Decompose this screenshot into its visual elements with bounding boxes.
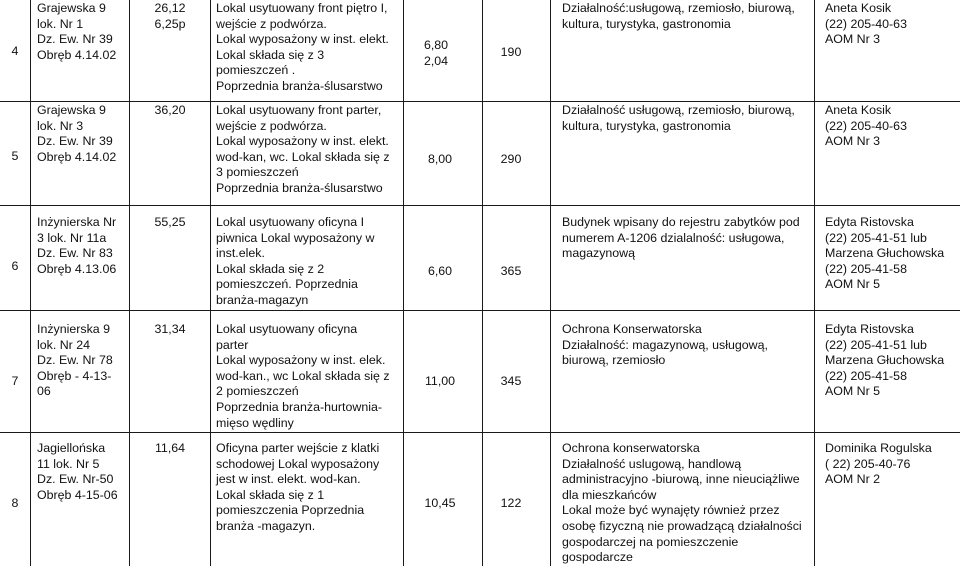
- area-cell: 11,64: [154, 441, 186, 455]
- row-number: 7: [11, 374, 19, 388]
- row-divider: [0, 205, 960, 206]
- column-divider: [30, 0, 31, 566]
- row-divider: [0, 101, 960, 102]
- address-cell: Grajewska 9 lok. Nr 3 Dz. Ew. Nr 39 Obręb 4.14.02: [37, 103, 117, 164]
- area-cell: 31,34: [154, 322, 186, 336]
- area-cell: 26,12 6,25p: [154, 1, 186, 31]
- rate-cell: 6,80 2,04: [423, 38, 449, 68]
- description-cell: Oficyna parter wejście z klatki schodowej Lokal wyposażony jest w inst. elekt. wod-kan. Lokal składa się z 1 pomieszczenia Poprzednia branża -magazyn.: [216, 441, 380, 533]
- row-number: 8: [11, 496, 19, 510]
- amount-cell: 122: [500, 496, 522, 510]
- description-cell: Lokal usytuowany front piętro I, wejście z podwórza. Lokal wyposażony w inst. elekt. Lokal składa się z 3 pomieszczeń . Poprzednia branża-ślusarstwo: [216, 1, 389, 93]
- contact-cell: Aneta Kosik (22) 205-40-63 AOM Nr 3: [825, 103, 907, 149]
- amount-cell: 345: [500, 374, 522, 388]
- column-divider: [403, 0, 404, 566]
- rate-cell: 6,60: [427, 264, 453, 278]
- area-cell: 55,25: [154, 215, 186, 229]
- purpose-cell: Działalność:usługową, rzemiosło, biurową, kultura, turystyka, gastronomia: [562, 1, 795, 31]
- address-cell: Inżynierska 9 lok. Nr 24 Dz. Ew. Nr 78 Obręb - 4-13- 06: [37, 322, 113, 399]
- row-number: 5: [11, 149, 19, 163]
- purpose-cell: Ochrona konserwatorska Działalność uslugową, handlową administracyjno -biurową, inne nieuciążliwe dla mieszkańców Lokal może być wynajęty również przez osobę fizyczną nie prowadzącą działalności gospodarczej na pomieszczenie gospodarcze: [562, 441, 802, 565]
- purpose-cell: Działalność usługową, rzemiosło, biurową, kultura, turystyka, gastronomia: [562, 103, 795, 133]
- area-cell: 36,20: [154, 103, 186, 117]
- address-cell: Jagiellońska 11 lok. Nr 5 Dz. Ew. Nr-50 Obręb 4-15-06: [37, 441, 118, 502]
- contact-cell: Dominika Rogulska ( 22) 205-40-76 AOM Nr 2: [825, 441, 932, 487]
- contact-cell: Edyta Ristovska (22) 205-41-51 lub Marzena Głuchowska (22) 205-41-58 AOM Nr 5: [825, 322, 945, 399]
- address-cell: Grajewska 9 lok. Nr 1 Dz. Ew. Nr 39 Obręb 4.14.02: [37, 1, 117, 62]
- description-cell: Lokal usytuowany front parter, wejście z podwórza. Lokal wyposażony w inst. elekt. wod-kan, wc. Lokal składa się z 3 pomieszczeń Poprzednia branża-ślusarstwo: [216, 103, 390, 195]
- row-divider: [0, 310, 960, 311]
- column-divider: [814, 0, 815, 566]
- contact-cell: Edyta Ristovska (22) 205-41-51 lub Marzena Głuchowska (22) 205-41-58 AOM Nr 5: [825, 215, 945, 292]
- description-cell: Lokal usytuowany oficyna I piwnica Lokal wyposażony w inst.elek. Lokal składa się z 2 pomieszczeń. Poprzednia branża-magazyn: [216, 215, 375, 307]
- address-cell: Inżynierska Nr 3 lok. Nr 11a Dz. Ew. Nr 83 Obręb 4.13.06: [37, 215, 117, 276]
- purpose-cell: Ochrona Konserwatorska Działalność: magazynową, usługową, biurową, rzemiosło: [562, 322, 768, 368]
- amount-cell: 190: [500, 45, 522, 59]
- amount-cell: 290: [500, 152, 522, 166]
- column-divider: [210, 0, 211, 566]
- amount-cell: 365: [500, 264, 522, 278]
- row-number: 4: [11, 44, 19, 58]
- rate-cell: 10,45: [424, 496, 456, 510]
- column-divider: [550, 0, 551, 566]
- purpose-cell: Budynek wpisany do rejestru zabytków pod numerem A-1206 dzialalność: usługowa, magazynową: [562, 215, 800, 261]
- column-divider: [482, 0, 483, 566]
- rate-cell: 8,00: [427, 152, 453, 166]
- description-cell: Lokal usytuowany oficyna parter Lokal wyposażony w inst. elek. wod-kan., wc Lokal składa się z 2 pomieszczeń Poprzednia branża-hurtownia- mięso wędliny: [216, 322, 390, 430]
- contact-cell: Aneta Kosik (22) 205-40-63 AOM Nr 3: [825, 1, 907, 47]
- column-divider: [129, 0, 130, 566]
- row-number: 6: [11, 259, 19, 273]
- rate-cell: 11,00: [424, 374, 456, 388]
- row-divider: [0, 432, 960, 433]
